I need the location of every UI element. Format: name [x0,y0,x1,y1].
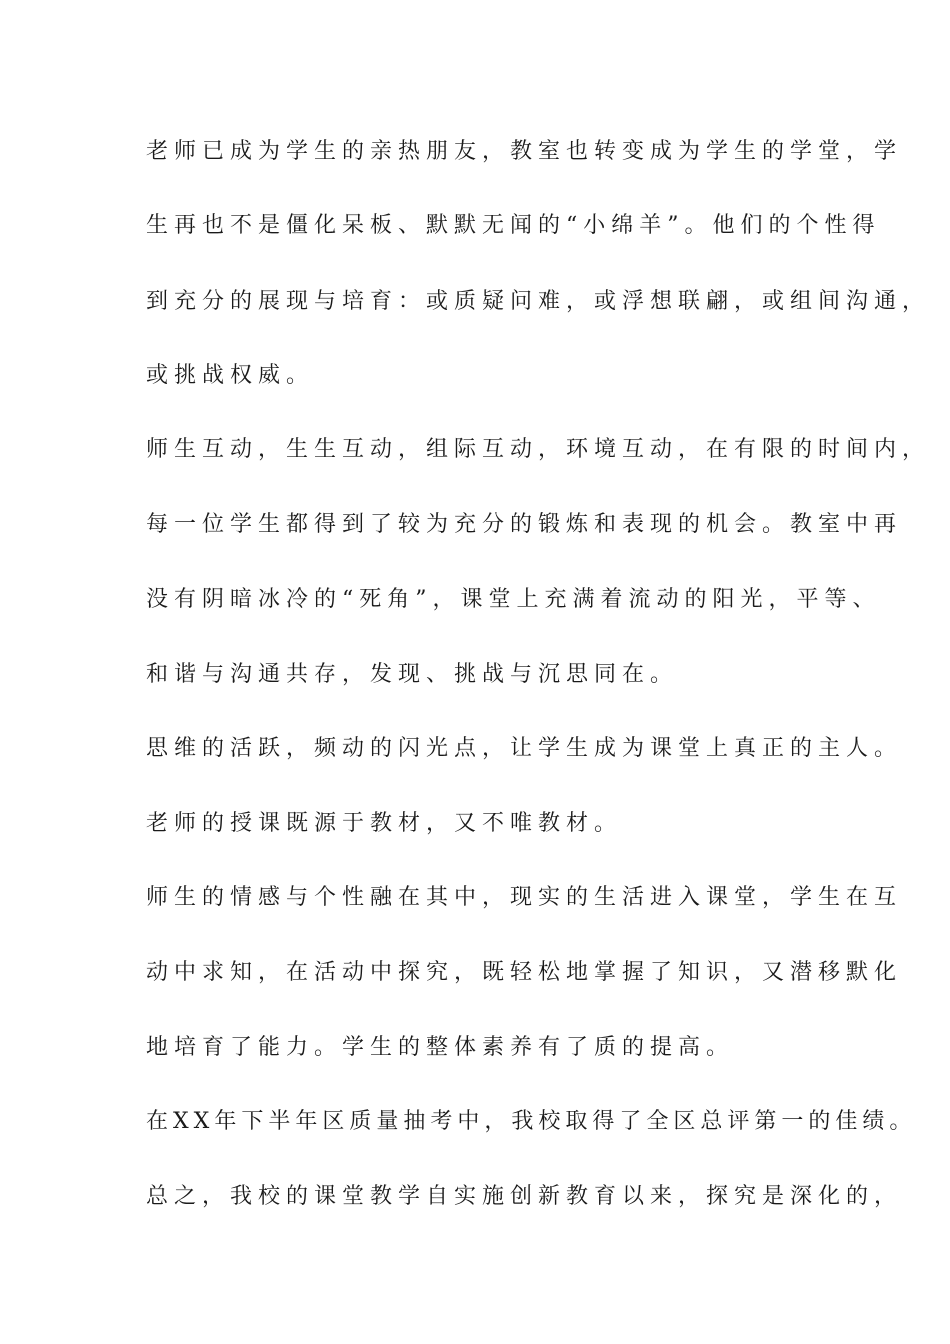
text-line: 到充分的展现与培育：或质疑问难，或浮想联翩，或组间沟通， [146,289,931,314]
text-line: 在XX年下半年区质量抽考中，我校取得了全区总评第一的佳绩。 [146,1109,917,1134]
text-line: 和谐与沟通共存，发现、挑战与沉思同在。 [146,662,679,687]
text-line: 老师的授课既源于教材，又不唯教材。 [146,811,623,836]
text-line: 生再也不是僵化呆板、默默无闻的“小绵羊”。他们的个性得 [146,213,881,238]
text-line: 每一位学生都得到了较为充分的锻炼和表现的机会。教室中再 [146,512,903,537]
text-line: 总之，我校的课堂教学自实施创新教育以来，探究是深化的， [146,1184,903,1209]
text-line: 或挑战权威。 [146,363,315,388]
text-line: 动中求知，在活动中探究，既轻松地掌握了知识，又潜移默化 [146,960,903,985]
text-line: 没有阴暗冰冷的“死角”，课堂上充满着流动的阳光，平等、 [146,587,881,612]
text-line: 地培育了能力。学生的整体素养有了质的提高。 [146,1035,735,1060]
text-line: 师生互动，生生互动，组际互动，环境互动，在有限的时间内， [146,437,931,462]
text-line: 老师已成为学生的亲热朋友，教室也转变成为学生的学堂，学 [146,139,903,164]
text-line: 师生的情感与个性融在其中，现实的生活进入课堂，学生在互 [146,885,903,910]
text-line: 思维的活跃，频动的闪光点，让学生成为课堂上真正的主人。 [146,736,903,761]
